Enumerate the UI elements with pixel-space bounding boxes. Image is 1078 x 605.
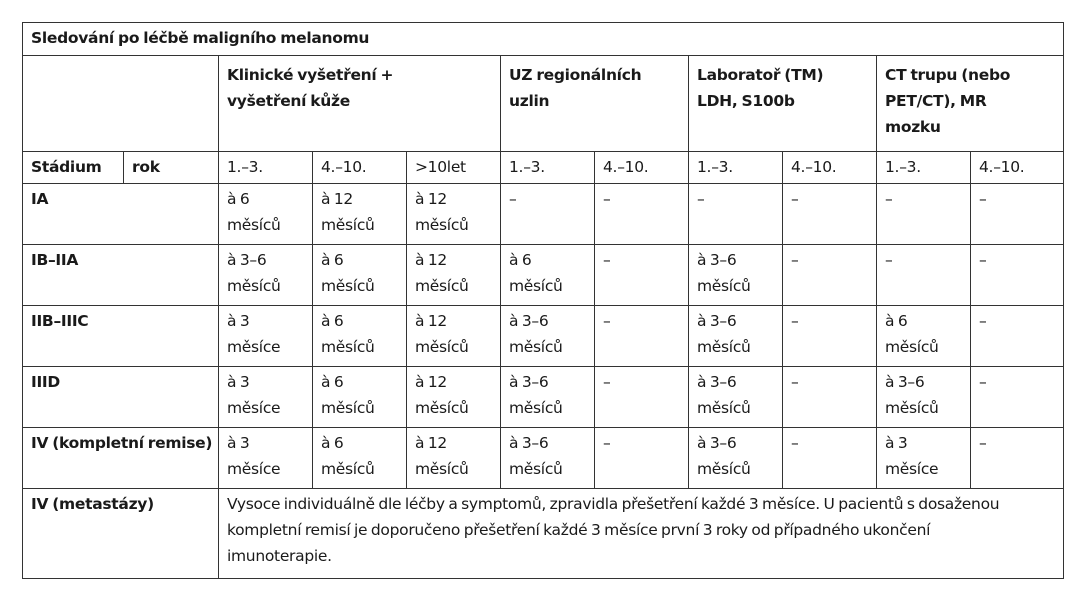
year-range-header: >10let [407,152,501,184]
interval-cell: à 12 měsíců [407,428,501,489]
table-row [23,367,1064,428]
year-range-header: 1.–3. [219,152,313,184]
interval-cell: à 3–6 měsíců [689,428,783,489]
interval-cell: à 6 měsíců [501,245,595,306]
interval-cell: – [595,367,689,428]
stage-cell: IA [23,184,219,245]
interval-cell: – [783,367,877,428]
interval-cell: – [783,306,877,367]
interval-cell: à 12 měsíců [407,306,501,367]
interval-cell: à 12 měsíců [407,184,501,245]
group-header-clinical: Klinické vyšetření + vyšetření kůže [219,56,501,152]
year-range-header: 1.–3. [877,152,971,184]
stage-cell: IV (metastázy) [23,489,219,579]
interval-cell: – [971,428,1064,489]
interval-cell: – [877,184,971,245]
interval-cell: à 3–6 měsíců [689,306,783,367]
interval-cell: à 3 měsíce [877,428,971,489]
interval-cell: – [595,245,689,306]
interval-cell: à 12 měsíců [313,184,407,245]
header-empty [23,56,219,152]
interval-cell: – [501,184,595,245]
interval-cell: à 3 měsíce [219,367,313,428]
interval-cell: à 3–6 měsíců [501,306,595,367]
group-header-ct: CT trupu (nebo PET/CT), MR mozku [877,56,1064,152]
table-row [23,428,1064,489]
stage-label: Stádium [23,152,124,184]
interval-cell: à 6 měsíců [219,184,313,245]
metastasis-note: Vysoce individuálně dle léčby a symptomů, zpravidla přešetření každé 3 měsíce. U pacientů s dosaženou kompletní remisí je doporučeno přešetření každé 3 měsíce první 3 roky od případného ukončení imunoterapie. [219,489,1064,579]
table-row [23,184,1064,245]
group-header-lab: Laboratoř (TM) LDH, S100b [689,56,877,152]
interval-cell: à 3–6 měsíců [501,367,595,428]
interval-cell: – [595,306,689,367]
interval-cell: à 6 měsíců [877,306,971,367]
interval-cell: à 3 měsíce [219,306,313,367]
table-title: Sledování po léčbě maligního melanomu [23,23,1064,56]
interval-cell: à 6 měsíců [313,367,407,428]
stage-cell: IIB–IIIC [23,306,219,367]
stage-cell: IB–IIA [23,245,219,306]
follow-up-table [22,22,1064,579]
interval-cell: à 6 měsíců [313,306,407,367]
interval-cell: – [783,184,877,245]
interval-cell: à 12 měsíců [407,367,501,428]
interval-cell: – [689,184,783,245]
year-label: rok [124,152,219,184]
stage-cell: IV (kompletní remise) [23,428,219,489]
table-row [23,245,1064,306]
interval-cell: à 3 měsíce [219,428,313,489]
interval-cell: à 3–6 měsíců [219,245,313,306]
interval-cell: – [595,184,689,245]
interval-cell: – [971,367,1064,428]
interval-cell: – [783,245,877,306]
interval-cell: – [971,245,1064,306]
interval-cell: à 6 měsíců [313,428,407,489]
interval-cell: – [971,306,1064,367]
interval-cell: à 3–6 měsíců [689,367,783,428]
year-range-header: 4.–10. [783,152,877,184]
year-range-header: 4.–10. [971,152,1064,184]
year-range-header: 1.–3. [689,152,783,184]
stage-cell: IIID [23,367,219,428]
table-row [23,306,1064,367]
interval-cell: – [877,245,971,306]
interval-cell: à 12 měsíců [407,245,501,306]
interval-cell: – [783,428,877,489]
interval-cell: à 3–6 měsíců [501,428,595,489]
year-range-header: 1.–3. [501,152,595,184]
year-range-header: 4.–10. [313,152,407,184]
interval-cell: – [971,184,1064,245]
interval-cell: à 3–6 měsíců [877,367,971,428]
year-range-header: 4.–10. [595,152,689,184]
group-header-ultrasound: UZ regionálních uzlin [501,56,689,152]
interval-cell: à 3–6 měsíců [689,245,783,306]
interval-cell: – [595,428,689,489]
interval-cell: à 6 měsíců [313,245,407,306]
